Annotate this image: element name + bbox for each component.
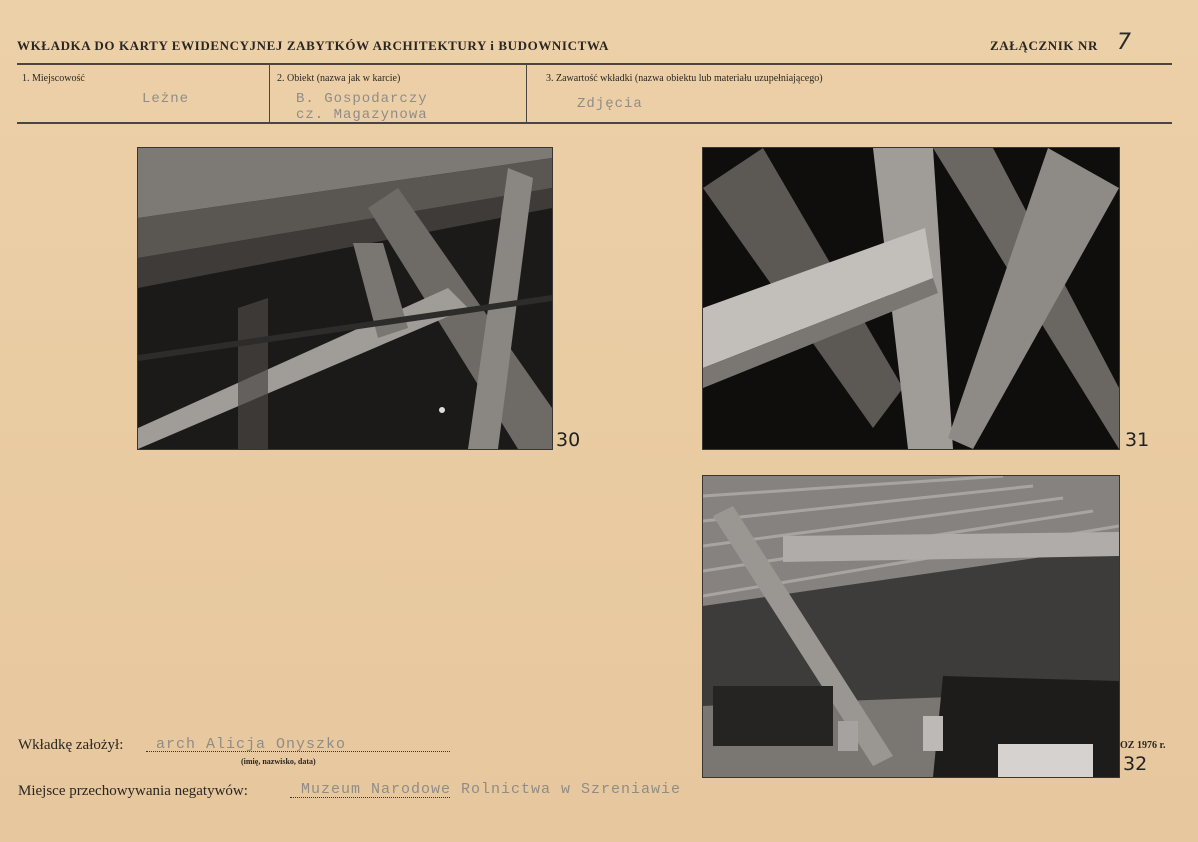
object-label: 2. Obiekt (nazwa jak w karcie) — [277, 73, 401, 84]
content-value: Zdjęcia — [577, 96, 643, 112]
print-mark: OZ 1976 r. — [1120, 740, 1166, 751]
creator-label: Wkładkę założył: — [18, 737, 124, 753]
creator-value: arch Alicja Onyszko — [156, 736, 347, 753]
header-rule-top — [17, 63, 1172, 65]
storage-label: Miejsce przechowywania negatywów: — [18, 783, 248, 799]
photo-30-image — [138, 148, 552, 449]
storage-value: Muzeum Narodowe Rolnictwa w Szreniawie — [301, 781, 682, 798]
photo-32-image — [703, 476, 1119, 777]
locality-label: 1. Miejscowość — [22, 73, 85, 84]
photo-31 — [702, 147, 1120, 450]
locality-value: Leżne — [142, 91, 190, 107]
annex-label: ZAŁĄCZNIK NR — [990, 38, 1098, 53]
field-divider-1 — [269, 65, 270, 122]
object-value-line1: B. Gospodarczy — [296, 91, 428, 107]
content-label: 3. Zawartość wkładki (nazwa obiektu lub materiału uzupełniającego) — [546, 73, 823, 84]
photo-number-30: 30 — [556, 429, 581, 451]
header-rule-bottom — [17, 122, 1172, 124]
photo-31-image — [703, 148, 1119, 449]
card-title: WKŁADKA DO KARTY EWIDENCYJNEJ ZABYTKÓW ARCHITEKTURY i BUDOWNICTWA — [17, 38, 609, 53]
photo-number-32: 32 — [1123, 753, 1148, 775]
creator-caption: (imię, nazwisko, data) — [241, 757, 316, 766]
annex-number: 7 — [1117, 30, 1131, 55]
field-divider-2 — [526, 65, 527, 122]
object-value-line2: cz. Magazynowa — [296, 107, 428, 123]
photo-30 — [137, 147, 553, 450]
photo-number-31: 31 — [1125, 429, 1150, 451]
creator-dotline — [146, 751, 450, 752]
storage-dotline — [290, 797, 450, 798]
photo-32 — [702, 475, 1120, 778]
